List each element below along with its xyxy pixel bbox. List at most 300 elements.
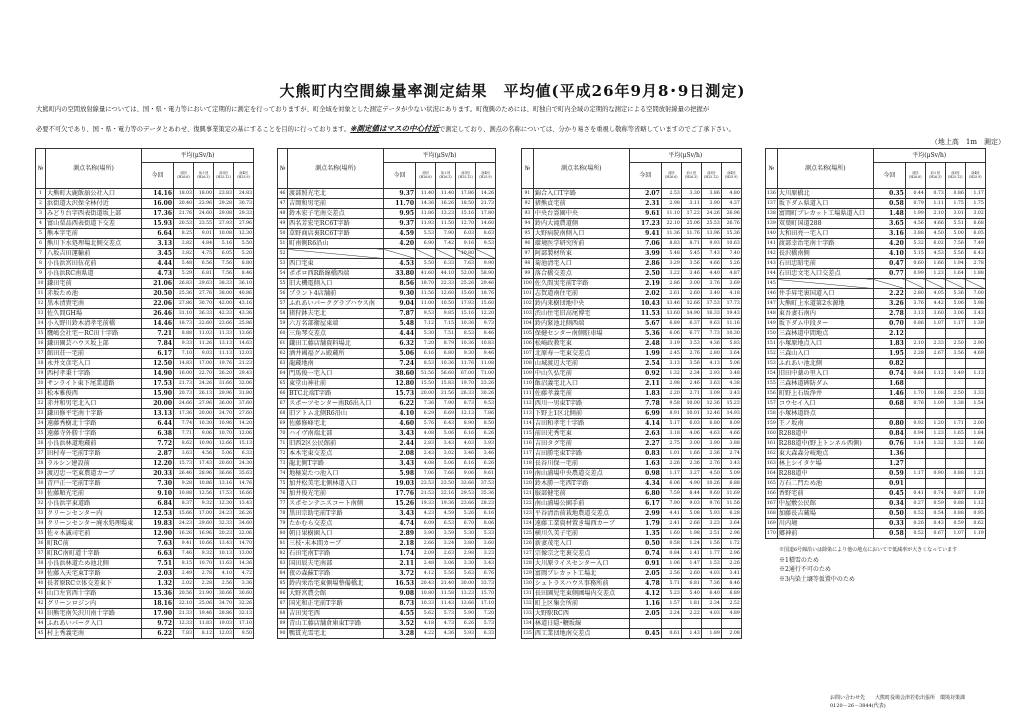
value-current: 11.70 (384, 199, 416, 209)
table-row (766, 379, 986, 389)
table-row (36, 559, 254, 569)
value-prev3: 11.76 (456, 359, 476, 369)
value-prev2: 1.23 (925, 429, 945, 439)
point-name: 王ノ坂南 (777, 419, 873, 429)
table-row (522, 329, 742, 339)
value-prev2: 11.58 (436, 589, 456, 599)
table-row (36, 349, 254, 359)
value-current: 22.06 (142, 299, 174, 309)
value-prev3: 0.88 (945, 509, 965, 519)
table-row (278, 249, 496, 259)
table-row (766, 439, 986, 449)
table-row (522, 629, 742, 639)
value-prev: 3.63 (174, 449, 194, 459)
value-current: 4.78 (629, 579, 661, 589)
value-prev2: 0.59 (925, 499, 945, 509)
point-name: 前田光秀宅東 (533, 429, 629, 439)
value-prev2: 6.80 (436, 349, 456, 359)
point-name: 鎌田修平宅南十字路 (46, 409, 142, 419)
header-this: 今回 (142, 163, 174, 189)
value-current: 6.17 (629, 499, 661, 509)
table-row (278, 439, 496, 449)
value-prev2: 6.33 (436, 259, 456, 269)
value-prev4: 3.36 (234, 579, 254, 589)
header-unit: 平均(μSv/h) (629, 149, 741, 163)
point-name: 町南側R6沿山 (288, 239, 384, 249)
header-p2-date: (H25.12) (704, 174, 719, 179)
value-prev2: 5.45 (681, 249, 701, 259)
value-prev3: 9.93 (701, 239, 721, 249)
point-name: クリーンセンター廃水処理場東 (46, 519, 142, 529)
value-prev3: 34.70 (214, 599, 234, 609)
value-prev: 11.93 (416, 219, 436, 229)
value-prev3: 23.83 (214, 189, 234, 199)
value-prev3: 1.17 (945, 319, 965, 329)
header-p1-date: (H26.3) (197, 174, 210, 179)
point-name: 龍北側T字路 (288, 459, 384, 469)
table-row (36, 469, 254, 479)
point-name: 遠藤寺外勝十字路 (46, 429, 142, 439)
value-prev3: 20.23 (214, 529, 234, 539)
point-name: 西川一男東T字路 (533, 399, 629, 409)
value-prev: 8.88 (174, 329, 194, 339)
point-name: 赤坂ため池 (46, 289, 142, 299)
value-prev: 0.61 (661, 629, 681, 639)
point-name: コウセイ入口 (777, 399, 873, 409)
point-number: 72 (278, 449, 288, 459)
point-name: ふれあいパークグラブハウス南 (288, 299, 384, 309)
value-prev4: 12.20 (476, 309, 496, 319)
value-current: 2.05 (629, 569, 661, 579)
value-prev3: 13.96 (701, 229, 721, 239)
value-prev: 7.74 (174, 419, 194, 429)
value-prev3: 1.65 (945, 429, 965, 439)
value-current: 7.30 (142, 479, 174, 489)
value-prev4: 8.50 (476, 419, 496, 429)
point-name: 町上区集会所前 (533, 599, 629, 609)
value-prev3: 26.20 (214, 369, 234, 379)
value-prev2: 24.60 (194, 209, 214, 219)
value-prev2: 23.50 (436, 479, 456, 489)
value-prev2: 1.32 (925, 439, 945, 449)
table-row (522, 419, 742, 429)
value-prev: 2.66 (416, 539, 436, 549)
point-number: 128 (522, 559, 534, 569)
point-name: 東大森森分岐地点 (777, 449, 873, 459)
table-row (522, 599, 742, 609)
table-row (766, 299, 986, 309)
value-current: 3.52 (384, 619, 416, 629)
value-current: 2.11 (384, 559, 416, 569)
value-prev2: 17.43 (194, 459, 214, 469)
point-name: 万石二門ため池 (777, 479, 873, 489)
table-row (766, 259, 986, 269)
value-prev3: 2.80 (701, 349, 721, 359)
table-row (36, 529, 254, 539)
value-prev3: 17.86 (456, 189, 476, 199)
value-current: 0.34 (873, 499, 905, 509)
header-p1-label: 前々回 (198, 170, 209, 175)
point-name: 大川原橋北 (777, 189, 873, 199)
point-number: 121 (522, 489, 534, 499)
value-prev: 2.02 (174, 579, 194, 589)
point-number: 39 (36, 569, 46, 579)
value-current: 1.63 (629, 459, 661, 469)
value-current: 4.55 (384, 609, 416, 619)
table-row (36, 359, 254, 369)
value-prev3: 2.51 (701, 529, 721, 539)
value-prev2: 4.42 (925, 299, 945, 309)
point-name: 草野商店裏RC6T字路 (288, 229, 384, 239)
value-prev4: 7.86 (476, 409, 496, 419)
value-prev: 20.53 (174, 219, 194, 229)
value-prev3: 3.90 (701, 439, 721, 449)
table-row (278, 559, 496, 569)
point-name: 西村孝秉十字路 (46, 369, 142, 379)
value-prev2: 3.24 (436, 539, 456, 549)
table-row (522, 429, 742, 439)
value-prev4: 18.76 (476, 289, 496, 299)
point-number: 103 (522, 309, 534, 319)
value-prev: 1.32 (661, 369, 681, 379)
value-prev: 10.88 (174, 489, 194, 499)
value-current: 9.04 (384, 299, 416, 309)
value-current: 3.45 (142, 249, 174, 259)
value-current (629, 619, 661, 629)
table-row (36, 309, 254, 319)
value-prev2: 2.60 (681, 289, 701, 299)
value-prev2: 5.08 (681, 509, 701, 519)
point-number: 74 (278, 469, 288, 479)
value-current: 2.19 (629, 279, 661, 289)
value-current: 1.36 (873, 449, 905, 459)
point-number: 5 (36, 229, 46, 239)
table-row (766, 489, 986, 499)
value-prev: 6.06 (661, 479, 681, 489)
value-prev3: 13.23 (456, 589, 476, 599)
header-p3-label: 前4回 (727, 170, 736, 175)
point-number: 160 (766, 429, 778, 439)
value-prev4: 7.00 (965, 289, 985, 299)
value-prev: 13.60 (661, 309, 681, 319)
value-prev2: 9.01 (194, 229, 214, 239)
value-prev2: 0.74 (925, 489, 945, 499)
value-prev (905, 329, 925, 339)
point-name: 町RC前 (46, 539, 142, 549)
value-prev2: 25.06 (681, 219, 701, 229)
value-prev3: 36.00 (214, 399, 234, 409)
value-prev4: 3.88 (721, 439, 741, 449)
value-prev3: 1.64 (945, 269, 965, 279)
value-current: 21.06 (142, 279, 174, 289)
value-prev2: 1.66 (925, 259, 945, 269)
value-current: 1.16 (629, 599, 661, 609)
table-row (278, 389, 496, 399)
point-number: 56 (278, 289, 288, 299)
value-prev2: 2.63 (436, 549, 456, 559)
value-prev4: 37.60 (234, 399, 254, 409)
value-prev3: 11.13 (214, 349, 234, 359)
value-current: 5.67 (629, 319, 661, 329)
value-current: 26.46 (142, 309, 174, 319)
value-prev2: 1.09 (925, 399, 945, 409)
value-current: 1.32 (142, 579, 174, 589)
point-number: 32 (36, 499, 46, 509)
value-prev: 8.25 (174, 229, 194, 239)
value-current: 4.73 (142, 269, 174, 279)
point-number: 64 (278, 369, 288, 379)
value-current: 6.99 (629, 409, 661, 419)
value-prev4: 5.73 (476, 619, 496, 629)
value-current: 2.63 (629, 429, 661, 439)
value-prev3: 9.16 (456, 239, 476, 249)
value-prev2: 1.23 (925, 269, 945, 279)
value-prev: 8.62 (174, 439, 194, 449)
value-prev3: 29.28 (214, 199, 234, 209)
value-current: 7.06 (629, 239, 661, 249)
header-prev-label: 前回 (180, 170, 187, 175)
value-current: 2.27 (629, 439, 661, 449)
header-p2-label: 前3回 (951, 170, 960, 175)
point-name: 遠藤工業資材置き場西カーブ (533, 519, 629, 529)
value-prev3: 24.26 (701, 209, 721, 219)
value-prev: 14.83 (174, 359, 194, 369)
value-prev4: 1.88 (965, 269, 985, 279)
value-prev2: 4.59 (436, 509, 456, 519)
value-prev2: 10.50 (436, 299, 456, 309)
point-number: 24 (36, 419, 46, 429)
point-name: 横川久美子宅前 (533, 529, 629, 539)
point-number: 41 (36, 589, 46, 599)
point-number: 79 (278, 519, 288, 529)
value-prev: 7.71 (174, 429, 194, 439)
point-number: 107 (522, 349, 534, 359)
point-number: 95 (522, 229, 534, 239)
table-row (522, 399, 742, 409)
point-name: 郷神前 (777, 529, 873, 539)
value-prev2: 11.40 (436, 189, 456, 199)
point-name: 小良浜林道ため池北側 (46, 559, 142, 569)
point-name: 東吾妻石南内 (777, 309, 873, 319)
point-number: 157 (766, 399, 778, 409)
value-prev: 3.29 (661, 259, 681, 269)
header-p2-label: 前3回 (219, 170, 228, 175)
point-number: 167 (766, 499, 778, 509)
header-p1-date: (H26.3) (929, 174, 942, 179)
value-prev4: 15.23 (721, 399, 741, 409)
table-row (522, 539, 742, 549)
value-prev3: 3.46 (456, 449, 476, 459)
point-number: 15 (36, 329, 46, 339)
point-number: 28 (36, 459, 46, 469)
point-number: 152 (766, 349, 778, 359)
value-prev: 15.50 (416, 379, 436, 389)
value-prev2: 28.96 (194, 469, 214, 479)
value-prev2: 20.00 (194, 409, 214, 419)
value-prev3: 6.16 (456, 429, 476, 439)
table-row (522, 519, 742, 529)
point-number: 163 (766, 459, 778, 469)
value-prev2: 21.90 (194, 589, 214, 599)
value-prev3: 25.26 (456, 279, 476, 289)
header-p2 (456, 163, 476, 189)
point-number: 18 (36, 359, 46, 369)
point-name: 加井松美宅北側林道入口 (288, 479, 384, 489)
value-prev2: 2.76 (681, 349, 701, 359)
point-name: 渋山住宅旧高尾博宅 (533, 309, 629, 319)
value-prev2: 10.00 (681, 399, 701, 409)
header-name: 測点名称(場所) (288, 149, 384, 189)
point-name: 山口左官西十字路 (46, 589, 142, 599)
point-number: 148 (766, 309, 778, 319)
value-prev: 10.80 (416, 589, 436, 599)
point-number: 78 (278, 509, 288, 519)
value-prev4: 27.60 (234, 409, 254, 419)
point-number: 63 (278, 359, 288, 369)
value-prev3: 9.63 (701, 319, 721, 329)
value-prev3: 1.77 (701, 549, 721, 559)
point-name: 坂下ダム中段ター (777, 319, 873, 329)
value-prev: 11.10 (661, 209, 681, 219)
value-prev2: 10.70 (194, 559, 214, 569)
table-row (36, 399, 254, 409)
point-name: 旧田中薬の里入口 (777, 369, 873, 379)
value-prev4: 3.33 (965, 389, 985, 399)
value-prev3: 5.63 (456, 569, 476, 579)
value-prev2: 19.46 (194, 609, 214, 619)
point-name: 佐藤入天宅東T字路 (46, 569, 142, 579)
point-name: ハイヴ南端北部 (288, 429, 384, 439)
table-row (278, 319, 496, 329)
value-prev2: 3.56 (681, 359, 701, 369)
value-current: 2.02 (629, 289, 661, 299)
point-number: 25 (36, 429, 46, 439)
point-number: 96 (522, 239, 534, 249)
point-number: 129 (522, 569, 534, 579)
table-row (522, 209, 742, 219)
value-current: 3.28 (384, 629, 416, 639)
value-prev2: 2.33 (925, 339, 945, 349)
table-row (36, 629, 254, 639)
point-number: 35 (36, 529, 46, 539)
point-number: 110 (522, 379, 534, 389)
value-prev3: 1.75 (945, 199, 965, 209)
value-prev4: 1.19 (965, 529, 985, 539)
value-prev3: 67.00 (456, 369, 476, 379)
point-name: 双葉町国道288 (777, 219, 873, 229)
header-no: № (522, 149, 534, 189)
value-prev4: 71.00 (476, 369, 496, 379)
point-name: 川内境 (777, 519, 873, 529)
value-prev: 20.43 (416, 579, 436, 589)
value-prev2: 2.78 (194, 569, 214, 579)
value-current: 4.12 (629, 589, 661, 599)
value-prev2: 14.90 (681, 309, 701, 319)
value-prev4: 11.56 (721, 499, 741, 509)
point-number: 130 (522, 579, 534, 589)
value-prev2: 4.73 (436, 619, 456, 629)
value-prev3: 12.30 (214, 499, 234, 509)
table-row (766, 459, 986, 469)
value-prev3: 10.70 (214, 429, 234, 439)
value-prev4: 11.69 (721, 489, 741, 499)
point-number: 66 (278, 389, 288, 399)
value-prev2: 1.20 (925, 419, 945, 429)
value-prev2: 3.02 (436, 449, 456, 459)
value-prev2: 18.00 (194, 189, 214, 199)
value-prev: 6.90 (416, 239, 436, 249)
value-prev2: 13.23 (436, 209, 456, 219)
point-name: 鷹嶋会社宅～RC田十字路 (46, 329, 142, 339)
value-prev: 7.46 (174, 549, 194, 559)
header-unit: 平均(μSv/h) (142, 149, 254, 163)
value-prev: 3.13 (905, 309, 925, 319)
header-p3-label: 前4回 (239, 170, 248, 175)
table-row (522, 559, 742, 569)
value-current: 12.80 (384, 379, 416, 389)
value-prev4: 26.96 (721, 209, 741, 219)
table-row (766, 239, 986, 249)
value-prev2: 11.50 (436, 219, 456, 229)
table-row (36, 459, 254, 469)
table-row (522, 229, 742, 239)
value-prev2: 0.43 (925, 519, 945, 529)
point-name: 飯沼義宅北入口 (533, 379, 629, 389)
point-name: 香野宅前 (777, 489, 873, 499)
table-row (766, 519, 986, 529)
point-number: 133 (522, 609, 534, 619)
value-prev4: 58.90 (476, 269, 496, 279)
table-row (278, 479, 496, 489)
point-number: 138 (766, 209, 778, 219)
header-p2-date: (H25.12) (948, 174, 963, 179)
value-prev2 (925, 379, 945, 389)
header-p3-label: 前4回 (481, 170, 490, 175)
value-prev4: 1.21 (965, 469, 985, 479)
point-name: 保健センター南側駐車場 (533, 329, 629, 339)
value-current: 4.10 (384, 409, 416, 419)
value-current: 4.60 (384, 419, 416, 429)
point-number: 168 (766, 509, 778, 519)
notes (779, 546, 1004, 584)
point-number: 76 (278, 489, 288, 499)
value-prev4: 1.54 (965, 399, 985, 409)
point-number: 37 (36, 549, 46, 559)
value-current: 2.89 (384, 529, 416, 539)
value-prev2: 2.71 (681, 389, 701, 399)
value-prev: 3.18 (661, 429, 681, 439)
table-row (36, 419, 254, 429)
value-prev3: 5.90 (456, 609, 476, 619)
value-prev4: 3.41 (721, 569, 741, 579)
point-number: 81 (278, 539, 288, 549)
table-row (36, 589, 254, 599)
value-prev: 20.00 (416, 389, 436, 399)
table-row (278, 469, 496, 479)
value-current: 0.77 (873, 269, 905, 279)
value-current: 20.33 (142, 469, 174, 479)
point-name: 鈴内大滝農道側 (533, 219, 629, 229)
point-number: 97 (522, 249, 534, 259)
value-current: 19.03 (384, 479, 416, 489)
point-number: 135 (522, 629, 534, 639)
value-prev2: 16.26 (436, 199, 456, 209)
value-prev3: 3.01 (945, 209, 965, 219)
value-current: 17.90 (142, 609, 174, 619)
table-row (766, 369, 986, 379)
value-current: 15.73 (384, 389, 416, 399)
value-prev2: 4.75 (194, 249, 214, 259)
